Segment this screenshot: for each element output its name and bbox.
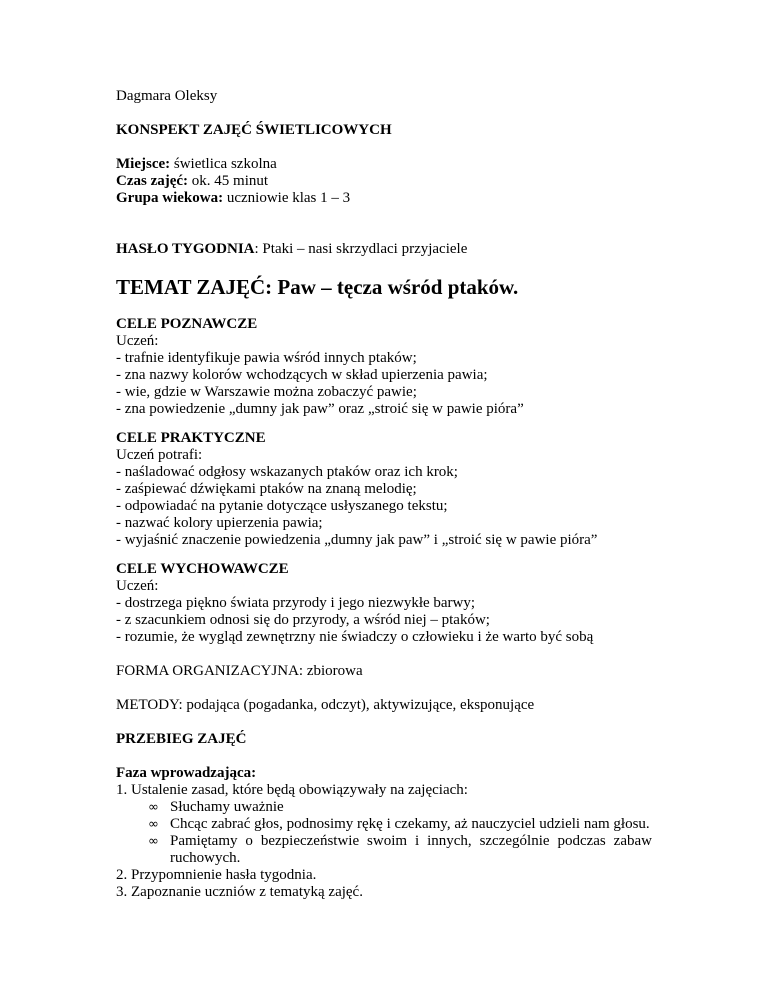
- teaching-methods: METODY: podająca (pogadanka, odczyt), aktywizujące, eksponujące: [116, 697, 535, 713]
- rule-text: Chcąc zabrać głos, podnosimy rękę i czekamy, aż nauczyciel udzieli nam głosu.: [170, 816, 650, 832]
- goals-educational-intro: Uczeń:: [116, 578, 159, 594]
- phase-heading: Faza wprowadzająca:: [116, 765, 257, 781]
- goal-item: - wie, gdzie w Warszawie można zobaczyć pawie;: [116, 384, 417, 400]
- infinity-bullet-icon: ∞: [148, 800, 159, 815]
- rule-item: [148, 833, 652, 867]
- goal-item: - zna powiedzenie „dumny jak paw” oraz „stroić się w pawie pióra”: [116, 401, 524, 417]
- goal-item: - naśladować odgłosy wskazanych ptaków oraz ich krok;: [116, 464, 458, 480]
- intro-phase: [116, 765, 652, 901]
- goal-item: - z szacunkiem odnosi się do przyrody, a wśród niej – ptaków;: [116, 612, 490, 628]
- goals-practical: [116, 430, 652, 549]
- meta-place: [116, 156, 652, 173]
- rule-text: Pamiętamy o bezpieczeństwie swoim i innych, szczególnie podczas zabaw ruchowych.: [170, 833, 652, 866]
- meta-group-label: Grupa wiekowa:: [116, 190, 224, 206]
- goal-item: - nazwać kolory upierzenia pawia;: [116, 515, 323, 531]
- lesson-topic: TEMAT ZAJĘĆ: Paw – tęcza wśród ptaków.: [116, 275, 519, 299]
- lesson-meta: [116, 156, 652, 207]
- meta-place-value: świetlica szkolna: [170, 156, 277, 172]
- goal-item: - wyjaśnić znaczenie powiedzenia „dumny jak paw” i „stroić się w pawie pióra”: [116, 532, 598, 548]
- document-title: KONSPEKT ZAJĘĆ ŚWIETLICOWYCH: [116, 122, 392, 138]
- week-motto: [116, 241, 652, 258]
- week-motto-value: : Ptaki – nasi skrzydlaci przyjaciele: [254, 241, 468, 257]
- goal-item: - odpowiadać na pytanie dotyczące usłyszanego tekstu;: [116, 498, 448, 514]
- meta-time-label: Czas zajęć:: [116, 173, 189, 189]
- meta-time-value: ok. 45 minut: [188, 173, 269, 189]
- goals-practical-intro: Uczeń potrafi:: [116, 447, 203, 463]
- infinity-bullet-icon: ∞: [148, 817, 159, 832]
- course-heading: PRZEBIEG ZAJĘĆ: [116, 731, 247, 747]
- author-name: Dagmara Oleksy: [116, 88, 218, 104]
- goals-educational: [116, 561, 652, 646]
- infinity-bullet-icon: ∞: [148, 834, 159, 849]
- meta-time: [116, 173, 652, 190]
- rules-list: [116, 799, 652, 867]
- goal-item: - zaśpiewać dźwiękami ptaków na znaną melodię;: [116, 481, 417, 497]
- rule-item: [148, 816, 652, 833]
- goals-educational-heading: CELE WYCHOWAWCZE: [116, 561, 289, 577]
- goals-cognitive-heading: CELE POZNAWCZE: [116, 316, 258, 332]
- week-motto-label: HASŁO TYGODNIA: [116, 241, 255, 257]
- meta-place-label: Miejsce:: [116, 156, 171, 172]
- goal-item: - rozumie, że wygląd zewnętrzny nie świadczy o człowieku i że warto być sobą: [116, 629, 594, 645]
- goals-practical-heading: CELE PRAKTYCZNE: [116, 430, 266, 446]
- course-step: 1. Ustalenie zasad, które będą obowiązywały na zajęciach:: [116, 782, 468, 798]
- document-page: [116, 88, 652, 901]
- goal-item: - dostrzega piękno świata przyrody i jego niezwykłe barwy;: [116, 595, 476, 611]
- meta-group: [116, 190, 652, 207]
- meta-group-value: uczniowie klas 1 – 3: [223, 190, 351, 206]
- course-step: 2. Przypomnienie hasła tygodnia.: [116, 867, 317, 883]
- goals-cognitive-intro: Uczeń:: [116, 333, 159, 349]
- organization-form: FORMA ORGANIZACYJNA: zbiorowa: [116, 663, 363, 679]
- goal-item: - zna nazwy kolorów wchodzących w skład upierzenia pawia;: [116, 367, 488, 383]
- rule-item: [148, 799, 652, 816]
- rule-text: Słuchamy uważnie: [170, 799, 284, 815]
- course-step: 3. Zapoznanie uczniów z tematyką zajęć.: [116, 884, 363, 900]
- goal-item: - trafnie identyfikuje pawia wśród innych ptaków;: [116, 350, 417, 366]
- goals-cognitive: [116, 316, 652, 418]
